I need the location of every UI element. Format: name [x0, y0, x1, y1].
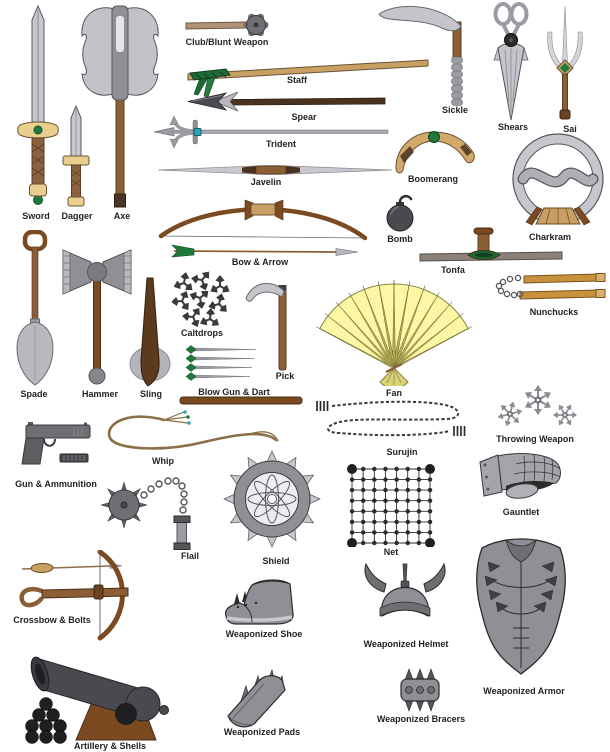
flail-icon: [98, 463, 202, 557]
club-icon: [184, 10, 272, 40]
surujin-icon: [314, 398, 468, 440]
bomb-label: Bomb: [387, 234, 413, 244]
pick-label: Pick: [275, 371, 295, 381]
sai-icon: [544, 6, 586, 124]
axe-icon: [76, 2, 164, 210]
weaponized-bracers-icon: [396, 666, 444, 714]
charkram-label: Charkram: [528, 232, 572, 242]
caltrops-icon: [172, 270, 232, 328]
crossbow-bolts-icon: [16, 550, 138, 644]
nunchucks-label: Nunchucks: [529, 307, 579, 317]
sword-icon: [16, 4, 60, 209]
caltrops-label: Caltdrops: [180, 328, 224, 338]
weaponized-pads-icon: [224, 666, 290, 730]
javelin-label: Javelin: [250, 177, 282, 187]
trident-label: Trident: [265, 139, 297, 149]
weaponized-shoe-label: Weaponized Shoe: [225, 629, 303, 639]
sling-label: Sling: [140, 389, 162, 399]
sai-label: Sai: [563, 124, 577, 134]
spade-icon: [14, 230, 56, 388]
weaponized-armor-icon: [470, 536, 572, 678]
spear-icon: [186, 90, 388, 114]
spade-label: Spade: [20, 389, 48, 399]
weaponized-bracers-label: Weaponized Bracers: [376, 714, 466, 724]
sickle-label: Sickle: [441, 105, 469, 115]
bow-arrow-icon: [156, 194, 370, 262]
fan-label: Fan: [385, 388, 403, 398]
net-icon: [344, 463, 438, 547]
gauntlet-icon: [476, 450, 564, 502]
sword-label: Sword: [22, 211, 50, 221]
spear-label: Spear: [291, 112, 317, 122]
dagger-label: Dagger: [61, 211, 93, 221]
hammer-icon: [60, 242, 134, 388]
shield-icon: [222, 448, 322, 550]
fan-icon: [306, 276, 482, 386]
tonfa-label: Tonfa: [441, 265, 465, 275]
gun-ammo-label: Gun & Ammunition: [15, 479, 97, 489]
weaponized-pads-label: Weaponized Pads: [223, 727, 301, 737]
throwing-weapon-icon: [490, 383, 582, 435]
artillery-shells-label: Artillery & Shells: [73, 741, 147, 751]
weaponized-helmet-label: Weaponized Helmet: [363, 639, 449, 649]
gun-ammo-icon: [14, 420, 96, 468]
shield-label: Shield: [262, 556, 290, 566]
sickle-icon: [376, 2, 469, 115]
tonfa-icon: [418, 226, 564, 266]
shears-label: Shears: [497, 122, 529, 132]
shears-icon: [490, 2, 532, 122]
whip-label: Whip: [152, 456, 174, 466]
net-label: Net: [383, 547, 399, 557]
gauntlet-label: Gauntlet: [502, 507, 540, 517]
weaponized-helmet-icon: [358, 562, 452, 634]
staff-label: Staff: [287, 75, 307, 85]
throwing-weapon-label: Throwing Weapon: [496, 434, 574, 444]
bow-arrow-label: Bow & Arrow: [231, 257, 289, 267]
axe-label: Axe: [113, 211, 131, 221]
weaponized-armor-label: Weaponized Armor: [483, 686, 565, 696]
flail-label: Flail: [180, 551, 200, 561]
crossbow-bolts-label: Crossbow & Bolts: [13, 615, 91, 625]
hammer-label: Hammer: [81, 389, 119, 399]
weaponized-shoe-icon: [222, 576, 304, 630]
bomb-icon: [384, 194, 418, 232]
artillery-shells-icon: [22, 652, 174, 744]
club-label: Club/Blunt Weapon: [185, 37, 269, 47]
sling-icon: [128, 276, 172, 390]
blowgun-dart-label: Blow Gun & Dart: [198, 387, 270, 397]
boomerang-label: Boomerang: [407, 174, 459, 184]
boomerang-icon: [388, 128, 480, 176]
charkram-icon: [506, 130, 610, 232]
surujin-label: Surujin: [386, 447, 418, 457]
nunchucks-icon: [488, 272, 608, 304]
